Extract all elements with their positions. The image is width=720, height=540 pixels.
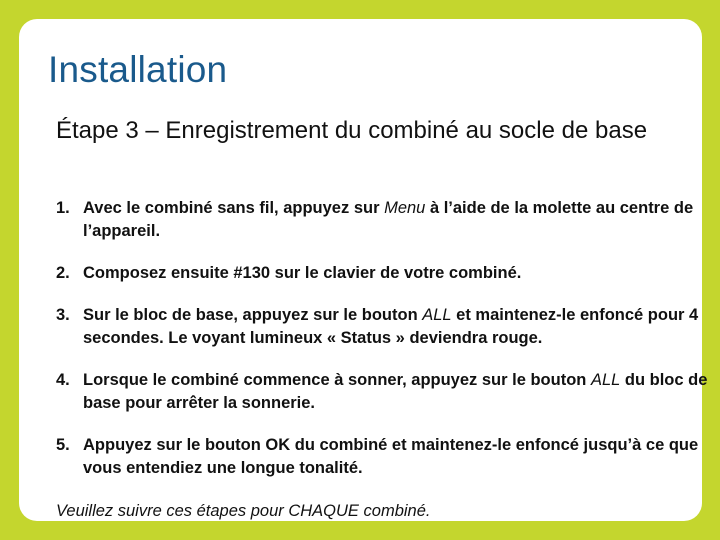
step-text-part: Lorsque le combiné commence à sonner, appuyez sur le bouton [83,371,591,389]
steps-list [56,197,706,499]
step-number: 1. [56,199,70,217]
list-item [56,369,706,415]
list-item [56,262,706,285]
footer-note: Veuillez suivre ces étapes pour CHAQUE combiné. [56,502,431,520]
step-text-part: du bloc de base pour arrêter la sonnerie. [83,371,708,412]
slide-card [19,19,708,521]
step-text [83,369,720,415]
list-item [56,304,706,350]
step-number: 4. [56,371,70,389]
slide-subtitle: Étape 3 – Enregistrement du combiné au socle de base [56,117,648,144]
step-text-emphasis: Menu [384,199,426,217]
step-number: 5. [56,436,70,454]
step-text-part: et maintenez-le enfoncé pour 4 secondes. Le voyant lumineux « Status » deviendra rouge. [83,306,699,347]
step-text-part: Appuyez sur le bouton OK du combiné et maintenez-le enfoncé jusqu’à ce que vous entendiez une longue tonalité. [83,436,699,477]
step-text-emphasis: ALL [590,371,621,389]
slide-title: Installation [48,49,228,90]
step-text-part: Composez ensuite #130 sur le clavier de votre combiné. [83,264,522,282]
step-text-part: Avec le combiné sans fil, appuyez sur [83,199,385,217]
step-number: 2. [56,264,70,282]
step-text-part: à l’aide de la molette au centre de l’appareil. [83,199,694,240]
step-text-part: Sur le bloc de base, appuyez sur le bouton [83,306,423,324]
step-number: 3. [56,306,70,324]
step-text [83,304,720,350]
step-text [83,434,706,480]
step-text [83,262,706,285]
step-text-emphasis: ALL [422,306,452,324]
list-item [56,197,706,243]
step-text [83,197,706,243]
list-item [56,434,706,480]
